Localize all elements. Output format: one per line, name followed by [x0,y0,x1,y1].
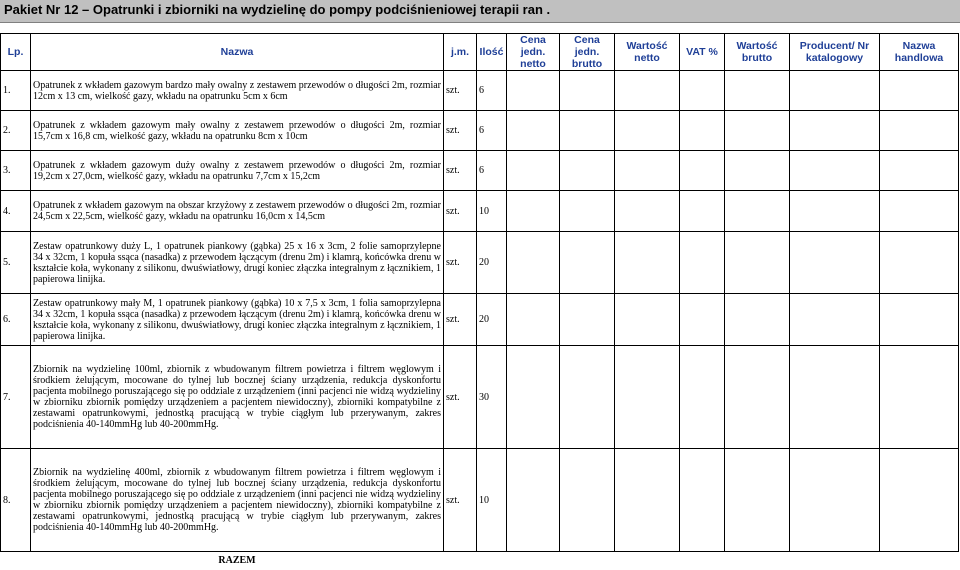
row-unit: szt. [444,449,477,552]
row-net-value[interactable] [615,346,680,449]
row-gross-value[interactable] [725,71,790,111]
row-vat[interactable] [680,151,725,191]
row-net-price[interactable] [507,294,560,346]
row-trade-name[interactable] [880,191,959,232]
row-unit: szt. [444,346,477,449]
header-gross-value: Wartość brutto [725,34,790,71]
header-producer: Producent/ Nr katalogowy [790,34,880,71]
row-gross-price[interactable] [560,151,615,191]
table-row [1,232,959,294]
row-unit: szt. [444,71,477,111]
row-net-value[interactable] [615,449,680,552]
header-net-value: Wartość netto [615,34,680,71]
row-net-value[interactable] [615,294,680,346]
row-lp: 3. [1,151,31,191]
row-vat[interactable] [680,111,725,151]
table-row [1,111,959,151]
row-producer[interactable] [790,232,880,294]
header-vat: VAT % [680,34,725,71]
row-unit: szt. [444,151,477,191]
row-qty: 10 [477,449,507,552]
total-label: RAZEM [218,555,256,567]
table-row [1,346,959,449]
row-producer[interactable] [790,294,880,346]
row-vat[interactable] [680,71,725,111]
row-net-price[interactable] [507,191,560,232]
row-lp: 6. [1,294,31,346]
row-lp: 5. [1,232,31,294]
row-vat[interactable] [680,346,725,449]
row-lp: 4. [1,191,31,232]
header-unit: j.m. [444,34,477,71]
row-producer[interactable] [790,449,880,552]
total-row [1,552,959,570]
row-net-value[interactable] [615,111,680,151]
row-gross-value[interactable] [725,232,790,294]
row-trade-name[interactable] [880,151,959,191]
row-name: Opatrunek z wkładem gazowym mały owalny z zestawem przewodów o długości 2m, rozmiar 15,7cm x 16,8 cm, wielkość gazy, wkładu na opatrunku 8cm x 10cm [31,111,444,151]
row-gross-value[interactable] [725,111,790,151]
price-table [0,33,959,570]
row-lp: 1. [1,71,31,111]
row-gross-price[interactable] [560,294,615,346]
row-net-price[interactable] [507,346,560,449]
table-row [1,191,959,232]
row-gross-price[interactable] [560,449,615,552]
row-name: Zestaw opatrunkowy duży L, 1 opatrunek piankowy (gąbka) 25 x 16 x 3cm, 2 folie samoprzylepne 34 x 32cm, 1 kopuła ssąca (nasadka) z przewodem łączącym (drenu 2m) i klamrą, końcówka drenu w kształcie koła, wykonany z silikonu, dwuświatłowy, drugi koniec złączka integralnym z łącznikiem, 1 papierowa linijka. [31,232,444,294]
row-unit: szt. [444,294,477,346]
row-qty: 6 [477,151,507,191]
row-lp: 7. [1,346,31,449]
row-name: Zbiornik na wydzielinę 100ml, zbiornik z wbudowanym filtrem powietrza i filtrem węglowym i środkiem żelującym, mocowane do tylnej lub bocznej ściany urządzenia, redukcja dyskonfortu pacjenta mobilnego poruszającego się po oddziale z urządzeniem (inni pacjenci nie widzą wydzieliny w zbiorniku zbiornik pomiędzy urządzeniem a pacjentem niewidoczny), zbiorniki kompatybilne z zestawami opatrunkowymi, jednostką pracującą w trybie ciągłym lub przerywanym, zakres podciśnienia 40-140mmHg lub 40-200mmHg. [31,346,444,449]
row-lp: 2. [1,111,31,151]
row-gross-price[interactable] [560,346,615,449]
row-vat[interactable] [680,449,725,552]
row-net-value[interactable] [615,232,680,294]
row-gross-price[interactable] [560,191,615,232]
row-name: Zestaw opatrunkowy mały M, 1 opatrunek piankowy (gąbka) 10 x 7,5 x 3cm, 1 folia samoprzylepna 34 x 32cm, 1 kopuła ssąca (nasadka) z przewodem łączącym (drenu 2m) i klamrą, końcówka drenu w kształcie koła, wykonany z silikonu, dwuświatłowy, drugi koniec złączka integralnym z łącznikiem, 1 papierowa linijka. [31,294,444,346]
row-producer[interactable] [790,346,880,449]
row-net-price[interactable] [507,232,560,294]
row-qty: 6 [477,111,507,151]
document-title: Pakiet Nr 12 – Opatrunki i zbiorniki na wydzielinę do pompy podciśnieniowej terapii ran . [4,2,551,17]
table-row [1,294,959,346]
row-vat[interactable] [680,191,725,232]
row-unit: szt. [444,111,477,151]
row-gross-price[interactable] [560,111,615,151]
table-row [1,71,959,111]
header-net-price: Cena jedn. netto [507,34,560,71]
row-gross-value[interactable] [725,294,790,346]
row-net-value[interactable] [615,71,680,111]
row-gross-value[interactable] [725,151,790,191]
row-producer[interactable] [790,151,880,191]
row-gross-price[interactable] [560,232,615,294]
row-gross-value[interactable] [725,346,790,449]
row-producer[interactable] [790,191,880,232]
row-qty: 30 [477,346,507,449]
row-qty: 6 [477,71,507,111]
row-trade-name[interactable] [880,449,959,552]
row-net-value[interactable] [615,151,680,191]
row-qty: 10 [477,191,507,232]
row-vat[interactable] [680,232,725,294]
table-row [1,151,959,191]
row-name: Zbiornik na wydzielinę 400ml, zbiornik z wbudowanym filtrem powietrza i filtrem węglowym i środkiem żelującym, mocowane do tylnej lub bocznej ściany urządzenia, redukcja dyskonfortu pacjenta mobilnego poruszającego się po oddziale z urządzeniem (inni pacjenci nie widzą wydzieliny w zbiorniku zbiornik pomiędzy urządzeniem a pacjentem niewidoczny), zbiorniki kompatybilne z zestawami opatrunkowymi, jednostką pracującą w trybie ciągłym lub przerywanym, zakres podciśnienia 40-140mmHg lub 40-200mmHg. [31,449,444,552]
table-row [1,449,959,552]
row-trade-name[interactable] [880,71,959,111]
header-lp: Lp. [1,34,31,71]
row-producer[interactable] [790,71,880,111]
row-name: Opatrunek z wkładem gazowym na obszar krzyżowy z zestawem przewodów o długości 2m, rozmiar 24,5cm x 22,5cm, wielkość gazy, wkładu na opatrunku 16,0cm x 14,5cm [31,191,444,232]
row-qty: 20 [477,232,507,294]
row-unit: szt. [444,191,477,232]
document-title-bar [0,0,960,23]
row-name: Opatrunek z wkładem gazowym bardzo mały owalny z zestawem przewodów o długości 2m, rozmiar 12cm x 13 cm, wielkość gazy, wkładu na opatrunku 5cm x 6cm [31,71,444,111]
row-net-value[interactable] [615,191,680,232]
header-row [1,34,959,71]
header-trade-name: Nazwa handlowa [880,34,959,71]
row-gross-price[interactable] [560,71,615,111]
row-trade-name[interactable] [880,111,959,151]
row-gross-value[interactable] [725,449,790,552]
row-net-price[interactable] [507,151,560,191]
row-net-price[interactable] [507,111,560,151]
row-producer[interactable] [790,111,880,151]
row-lp: 8. [1,449,31,552]
row-trade-name[interactable] [880,346,959,449]
row-qty: 20 [477,294,507,346]
header-gross-price: Cena jedn. brutto [560,34,615,71]
row-trade-name[interactable] [880,232,959,294]
row-net-price[interactable] [507,71,560,111]
row-trade-name[interactable] [880,294,959,346]
row-name: Opatrunek z wkładem gazowym duży owalny z zestawem przewodów o długości 2m, rozmiar 19,2cm x 27,0cm, wielkość gazy, wkładu na opatrunku 7,7cm x 15,2cm [31,151,444,191]
row-unit: szt. [444,232,477,294]
row-vat[interactable] [680,294,725,346]
header-qty: Ilość [477,34,507,71]
row-gross-value[interactable] [725,191,790,232]
row-net-price[interactable] [507,449,560,552]
header-name: Nazwa [31,34,444,71]
